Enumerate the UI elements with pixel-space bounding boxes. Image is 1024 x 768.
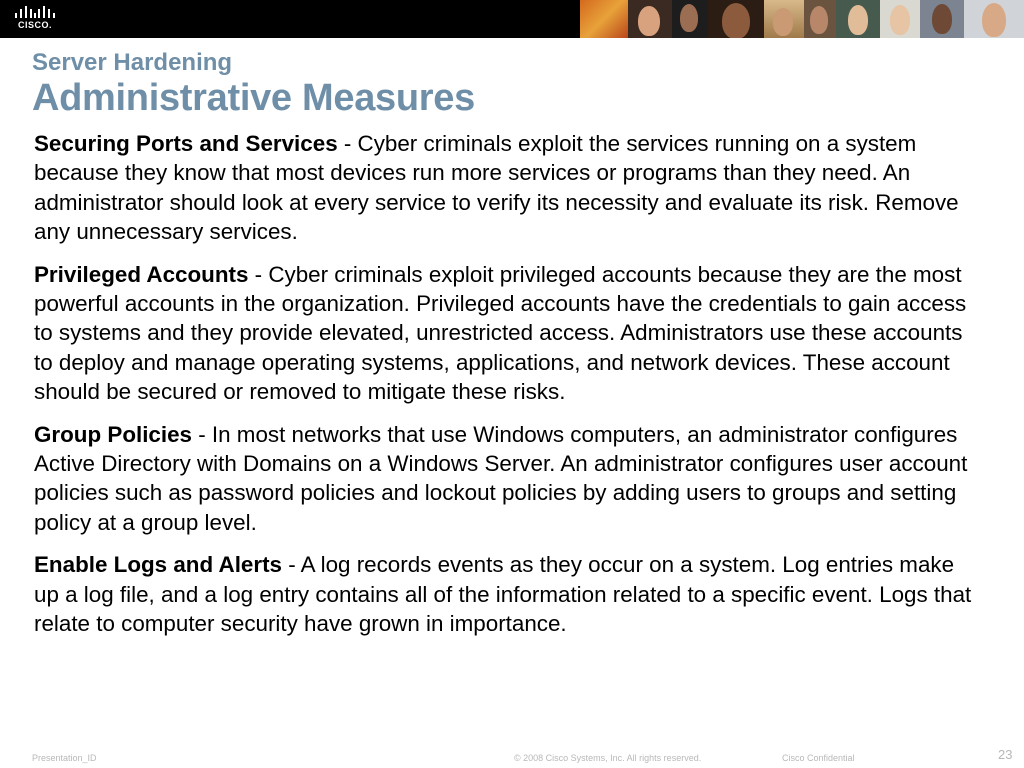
footer-confidential: Cisco Confidential xyxy=(782,753,855,763)
paragraph-text: - A log records events as they occur on a system. Log entries make up a log file, and a log entry contains all of the information related to a specific event. Logs that relate to computer security have grown in importance. xyxy=(34,552,972,637)
paragraph-text: - Cyber criminals exploit the services running on a system because they know that most devices run more services or programs than they need. An administrator should look at every service to verify its necessity and evaluate its risk. Remove any unnecessary services. xyxy=(34,131,959,245)
cisco-logo xyxy=(12,5,58,33)
slide-body xyxy=(34,129,984,652)
header-bar xyxy=(0,0,1024,38)
slide-title: Administrative Measures xyxy=(32,77,475,119)
cisco-bars-icon xyxy=(14,5,56,19)
header-photo xyxy=(880,0,920,38)
paragraph-term: Enable Logs and Alerts xyxy=(34,552,283,578)
header-photo xyxy=(628,0,672,38)
header-photo xyxy=(964,0,1024,38)
header-photo xyxy=(836,0,880,38)
paragraph-group-policies xyxy=(34,420,984,538)
paragraph-term: Privileged Accounts xyxy=(34,261,249,287)
paragraph-privileged-accounts xyxy=(34,260,984,407)
paragraph-text: - Cyber criminals exploit privileged accounts because they are the most powerful accounts in the organization. Privileged accounts have the credentials to gain access to systems and they provide elevated, unrestricted access. Administrators use these accounts to deploy and manage operating systems, applications, and network devices. These account should be secured or removed to mitigate these risks. xyxy=(34,261,967,405)
paragraph-text: - In most networks that use Windows computers, an administrator configures Active Directory with Domains on a Windows Server. An administrator configures user account policies such as password policies and lockout policies by adding users to groups and setting policy at a group level. xyxy=(34,421,968,535)
header-photo xyxy=(920,0,964,38)
paragraph-securing-ports xyxy=(34,129,984,247)
header-photo xyxy=(804,0,836,38)
header-photo xyxy=(580,0,628,38)
paragraph-logs-alerts xyxy=(34,550,984,638)
paragraph-term: Securing Ports and Services xyxy=(34,131,338,156)
slide-subtitle: Server Hardening xyxy=(32,49,233,76)
header-photo xyxy=(764,0,804,38)
header-photo xyxy=(672,0,708,38)
header-photo xyxy=(708,0,764,38)
footer-copyright: © 2008 Cisco Systems, Inc. All rights reserved. xyxy=(514,753,702,763)
paragraph-term: Group Policies xyxy=(34,421,193,447)
slide-number: 23 xyxy=(998,747,1013,762)
header-photo-strip xyxy=(580,0,1024,38)
footer-presentation-id: Presentation_ID xyxy=(32,753,97,763)
cisco-logo-text: CISCO. xyxy=(17,20,52,30)
